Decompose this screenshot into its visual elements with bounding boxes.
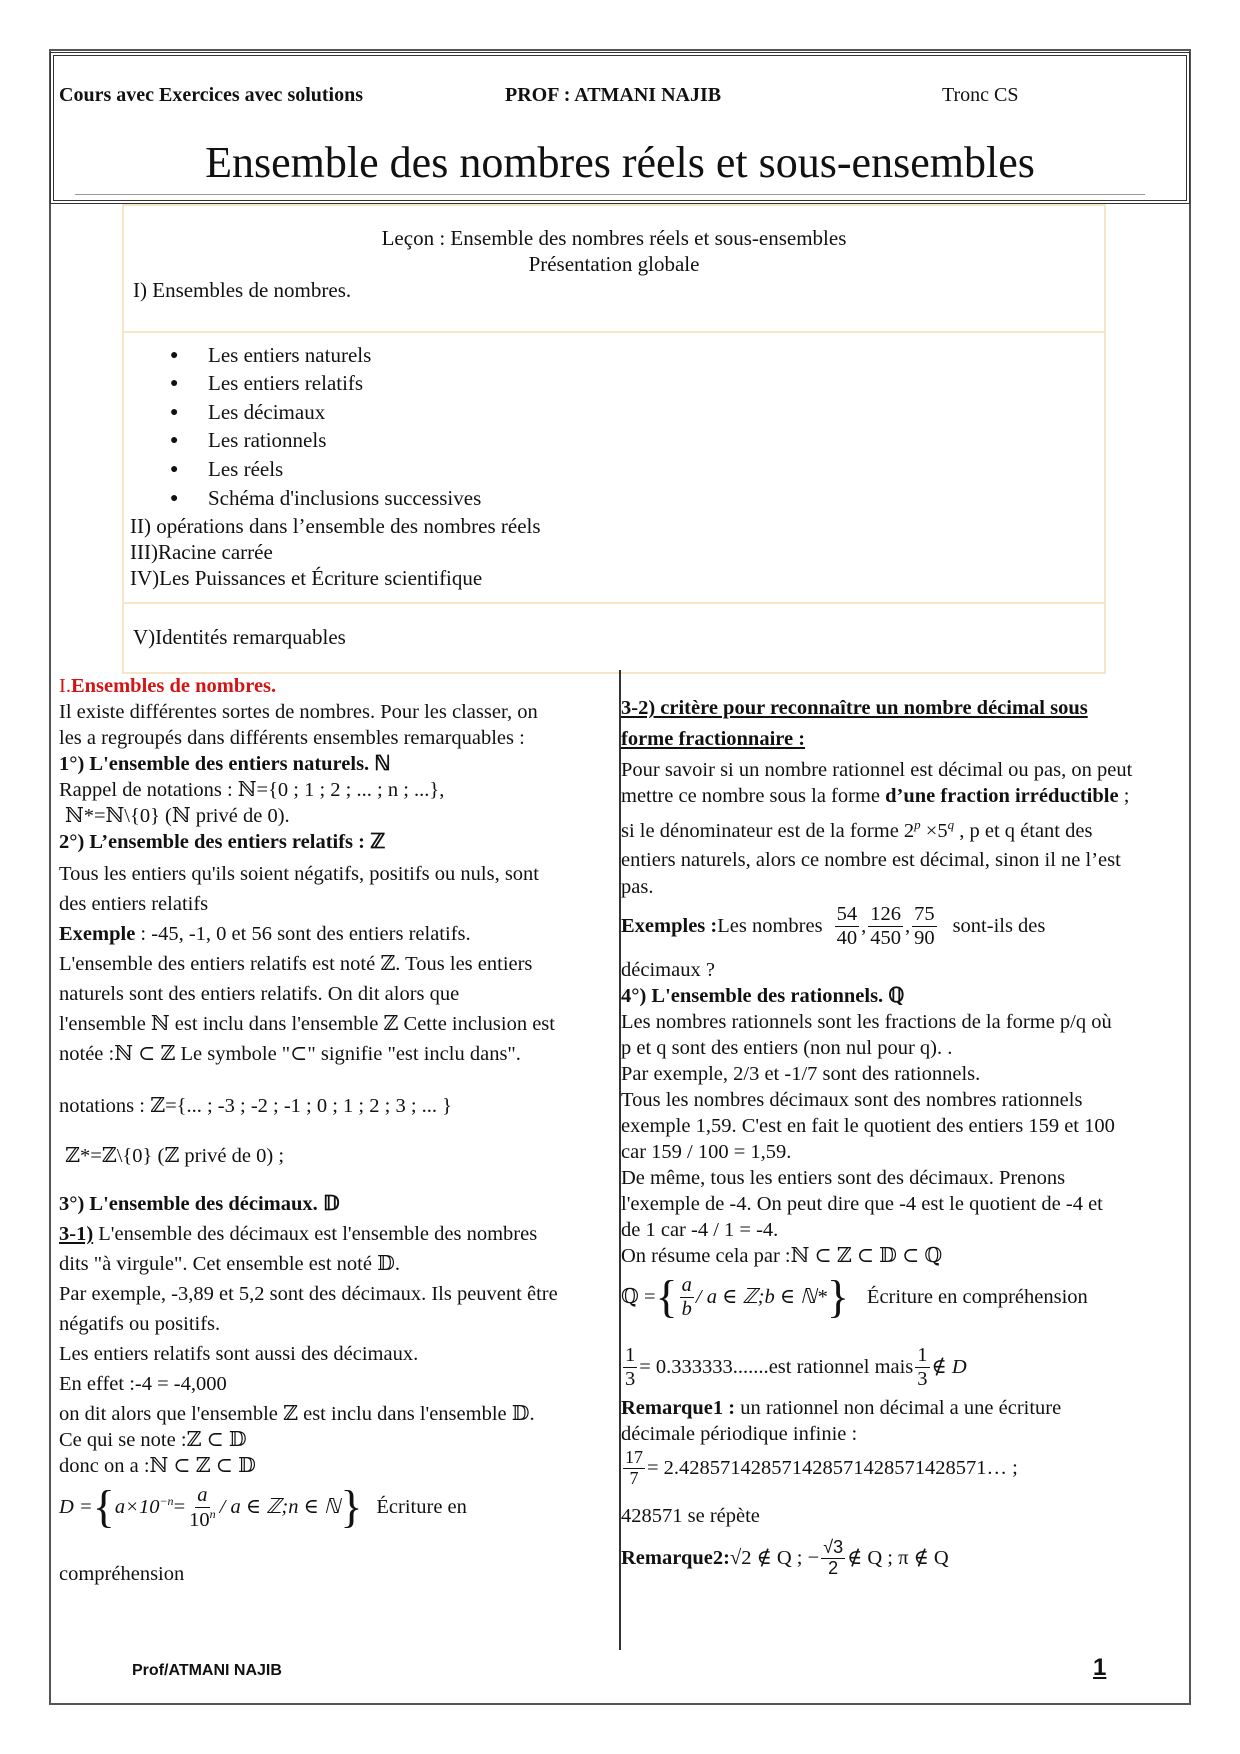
fraction-numerator: 75 bbox=[914, 903, 935, 925]
paragraph-line: Les nombres rationnels sont les fractions de la forme p/q où bbox=[621, 1011, 1112, 1033]
bullet-dot: ● bbox=[170, 348, 179, 363]
seventeen-sevenths bbox=[621, 1448, 1018, 1489]
example-line: Exemples : Les nombres $\frac{54}{40}$ , $\frac{126}{450}$ , $\frac{75}{90}$ sont-ils des bbox=[621, 903, 1046, 949]
formula-fraction bbox=[187, 1484, 218, 1531]
lesson-title: Leçon : Ensemble des nombres réels et sous-ensembles bbox=[381, 226, 847, 250]
formula-condition: / a ∈ ℤ;n ∈ ℕ bbox=[219, 1496, 341, 1519]
fraction-denominator: 40 bbox=[836, 926, 858, 949]
lesson-section-2: II) opérations dans l’ensemble des nombres réels bbox=[130, 514, 541, 538]
paragraph-line: Tous les nombres décimaux sont des nombres rationnels bbox=[621, 1089, 1083, 1111]
paragraph-line: l'exemple de -4. On peut dire que -4 est le quotient de -4 et bbox=[621, 1193, 1103, 1215]
brace-open: { bbox=[655, 1271, 678, 1323]
subsection-heading: 3-2) critère pour reconnaître un nombre décimal sous bbox=[621, 697, 1088, 719]
formula-exponent: −n bbox=[159, 1494, 174, 1509]
paragraph-line: dits "à virgule". Cet ensemble est noté 𝔻. bbox=[59, 1253, 401, 1275]
list-item: Les rationnels bbox=[208, 428, 327, 452]
lesson-subtitle: Présentation globale bbox=[528, 252, 700, 276]
denominator-base: 10 bbox=[189, 1508, 210, 1531]
bullet-dot: ● bbox=[170, 491, 179, 506]
example-fraction bbox=[912, 903, 937, 949]
paragraph-text: est rationnel mais bbox=[768, 1355, 914, 1378]
list-item: Les décimaux bbox=[208, 400, 326, 424]
subsection-heading: 3°) L'ensemble des décimaux. 𝔻 bbox=[59, 1193, 340, 1215]
page-number: 1 bbox=[1093, 1654, 1107, 1681]
paragraph-line: En effet :-4 = -4,000 bbox=[59, 1373, 227, 1395]
paragraph-line: exemple 1,59. C'est en fait le quotient des entiers 159 et 100 bbox=[621, 1115, 1115, 1137]
paragraph-emphasis: d’une fraction irréductible bbox=[885, 785, 1119, 807]
fraction-one-third bbox=[623, 1344, 637, 1390]
paragraph-line: décimaux ? bbox=[621, 959, 715, 981]
decimal-expansion: = 2.428571428571428571428571428571… ; bbox=[647, 1457, 1018, 1480]
brace-close: } bbox=[826, 1271, 849, 1323]
paragraph-line: ℕ*=ℕ\{0} (ℕ privé de 0). bbox=[65, 805, 290, 827]
fraction-numerator: 54 bbox=[836, 903, 858, 925]
brace-close: } bbox=[340, 1481, 363, 1533]
paragraph-line: ℤ*=ℤ\{0} (ℤ privé de 0) ; bbox=[65, 1145, 285, 1167]
bullet-dot: ● bbox=[170, 376, 179, 391]
formula-label: Écriture en compréhension bbox=[866, 1285, 1088, 1308]
paragraph-line: compréhension bbox=[59, 1563, 185, 1585]
lesson-overview-box bbox=[122, 204, 1106, 674]
fraction-denominator bbox=[187, 1508, 218, 1531]
subsection-label: 3-1) bbox=[59, 1223, 94, 1245]
remark-text: √2 ∉ Q ; − bbox=[729, 1547, 820, 1570]
fraction-denominator: 3 bbox=[625, 1367, 636, 1390]
formula-lhs: ℚ = bbox=[621, 1285, 656, 1308]
paragraph-line: De même, tous les entiers sont des décimaux. Prenons bbox=[621, 1167, 1066, 1189]
paragraph-line: p et q sont des entiers (non nul pour q). . bbox=[621, 1037, 953, 1059]
example-label: Exemples : bbox=[621, 914, 718, 937]
paragraph-line bbox=[621, 818, 1092, 841]
formula-fraction bbox=[680, 1274, 694, 1320]
remark-line bbox=[621, 1398, 1061, 1419]
fraction-17-7 bbox=[623, 1448, 645, 1489]
list-item: Les entiers relatifs bbox=[208, 371, 364, 395]
subsection-heading: 1°) L'ensemble des entiers naturels. ℕ bbox=[59, 753, 391, 775]
title-divider bbox=[75, 194, 1145, 195]
formula-term: a×10 bbox=[114, 1496, 160, 1519]
paragraph-line: Par exemple, -3,89 et 5,2 sont des décimaux. Ils peuvent être bbox=[59, 1283, 558, 1305]
remark-line bbox=[621, 1538, 949, 1579]
bullet-dot: ● bbox=[170, 433, 179, 448]
paragraph-line: Les entiers relatifs sont aussi des décimaux. bbox=[59, 1343, 419, 1365]
paragraph-line: Pour savoir si un nombre rationnel est décimal ou pas, on peut bbox=[621, 759, 1133, 781]
paragraph-line: donc on a :ℕ ⊂ ℤ ⊂ 𝔻 bbox=[59, 1455, 256, 1477]
denominator-exponent: n bbox=[209, 1506, 216, 1521]
example-text: : -45, -1, 0 et 56 sont des entiers relatifs. bbox=[135, 923, 471, 945]
fraction-sqrt3-2 bbox=[821, 1538, 845, 1579]
paragraph-line: on dit alors que l'ensemble ℤ est inclu dans l'ensemble 𝔻. bbox=[59, 1403, 535, 1425]
exponent-q: q bbox=[947, 817, 955, 832]
lesson-section-5: V)Identités remarquables bbox=[133, 625, 346, 649]
lesson-section-1: I) Ensembles de nombres. bbox=[133, 278, 352, 302]
third-example bbox=[621, 1344, 967, 1390]
fraction-denominator: 2 bbox=[828, 1557, 839, 1578]
example-text: sont-ils des bbox=[952, 914, 1046, 937]
paragraph-text: ; bbox=[1118, 785, 1130, 807]
paragraph-line: décimale périodique infinie : bbox=[621, 1423, 858, 1445]
paragraph-line: L'ensemble des entiers relatifs est noté ℤ. Tous les entiers bbox=[59, 953, 533, 975]
fraction-denominator: 7 bbox=[629, 1467, 639, 1488]
paragraph-line: Ce qui se note :ℤ ⊂ 𝔻 bbox=[59, 1429, 247, 1451]
paragraph-line: On résume cela par :ℕ ⊂ ℤ ⊂ 𝔻 ⊂ ℚ bbox=[621, 1245, 943, 1267]
paragraph-text: mettre ce nombre sous la forme bbox=[621, 785, 886, 807]
paragraph-line: Il existe différentes sortes de nombres. Pour les classer, on bbox=[59, 701, 538, 723]
paragraph-line bbox=[59, 1224, 537, 1245]
section-title: Ensembles de nombres. bbox=[70, 675, 277, 697]
formula-Q bbox=[621, 1271, 1088, 1323]
lesson-section-4: IV)Les Puissances et Écriture scientifique bbox=[130, 566, 483, 590]
formula-D bbox=[59, 1481, 467, 1533]
paragraph-text: L'ensemble des décimaux est l'ensemble des nombres bbox=[93, 1223, 538, 1245]
fraction-one-third bbox=[915, 1344, 929, 1390]
lesson-divider bbox=[124, 331, 1104, 333]
fraction-denominator: 90 bbox=[914, 926, 935, 949]
remark-label: Remarque1 : bbox=[621, 1397, 736, 1419]
paragraph-line: car 159 / 100 = 1,59. bbox=[621, 1141, 792, 1163]
paragraph-line: Par exemple, 2/3 et -1/7 sont des rationnels. bbox=[621, 1063, 981, 1085]
paragraph-line: 428571 se répète bbox=[621, 1505, 760, 1527]
brace-open: { bbox=[92, 1481, 115, 1533]
fraction-denominator: 3 bbox=[917, 1367, 928, 1390]
paragraph-line: Tous les entiers qu'ils soient négatifs, positifs ou nuls, sont bbox=[59, 863, 539, 885]
subsection-heading: forme fractionnaire : bbox=[621, 728, 806, 750]
header-prof: PROF : ATMANI NAJIB bbox=[505, 84, 722, 106]
paragraph-line: notée :ℕ ⊂ ℤ Le symbole "⊂" signifie "est inclu dans". bbox=[59, 1043, 521, 1065]
paragraph-line bbox=[621, 786, 1129, 807]
paragraph-text: , p et q étant des bbox=[954, 819, 1093, 842]
fraction-numerator: a bbox=[197, 1484, 208, 1506]
fraction-numerator: a bbox=[681, 1274, 692, 1296]
remark-text: ∉ Q ; π ∉ Q bbox=[847, 1547, 949, 1570]
list-item: Les entiers naturels bbox=[208, 343, 372, 367]
fraction-denominator: 450 bbox=[870, 926, 901, 949]
fraction-denominator: b bbox=[681, 1297, 692, 1320]
example-fraction bbox=[835, 903, 860, 949]
formula-condition: / a ∈ ℤ;b ∈ ℕ* bbox=[695, 1285, 827, 1308]
formula-equals: = bbox=[173, 1496, 186, 1519]
paragraph-line: naturels sont des entiers relatifs. On dit alors que bbox=[59, 983, 460, 1005]
paragraph-text: ×5 bbox=[920, 819, 948, 842]
list-item: Les réels bbox=[208, 457, 284, 481]
list-item: Schéma d'inclusions successives bbox=[208, 486, 482, 510]
not-in-D: ∉ D bbox=[931, 1355, 967, 1378]
subsection-number: 2°) L’ensemble bbox=[59, 831, 194, 853]
subsection-title: des entiers relatifs : ℤ bbox=[194, 831, 386, 853]
header-course-label: Cours avec Exercices avec solutions bbox=[59, 84, 364, 106]
example-fraction bbox=[868, 903, 903, 949]
lesson-divider bbox=[124, 602, 1104, 604]
formula-label: Écriture en bbox=[376, 1496, 467, 1519]
paragraph-line: entiers naturels, alors ce nombre est décimal, sinon il ne l’est bbox=[621, 849, 1121, 871]
example-text: Les nombres bbox=[717, 914, 823, 937]
fraction-numerator: 1 bbox=[625, 1344, 636, 1366]
example-line bbox=[59, 924, 471, 945]
fraction-numerator: 17 bbox=[625, 1447, 643, 1467]
exponent-p: p bbox=[914, 817, 921, 832]
paragraph-line: négatifs ou positifs. bbox=[59, 1313, 221, 1335]
section-heading bbox=[59, 676, 276, 697]
subsection-heading bbox=[59, 832, 385, 853]
remark-label: Remarque2: bbox=[621, 1547, 730, 1570]
bullet-dot: ● bbox=[170, 405, 179, 420]
header-class: Tronc CS bbox=[942, 84, 1019, 106]
paragraph-line: de 1 car -4 / 1 = -4. bbox=[621, 1219, 779, 1241]
paragraph-line: des entiers relatifs bbox=[59, 893, 209, 915]
fraction-numerator: 1 bbox=[917, 1344, 928, 1366]
formula-lhs: D = bbox=[59, 1496, 93, 1519]
fraction-numerator: √3 bbox=[823, 1537, 844, 1557]
remark-text: un rationnel non décimal a une écriture bbox=[735, 1397, 1062, 1419]
paragraph-line: les a regroupés dans différents ensembles remarquables : bbox=[59, 727, 525, 749]
paragraph-line: l'ensemble ℕ est inclu dans l'ensemble ℤ Cette inclusion est bbox=[59, 1013, 555, 1035]
paragraph-line: notations : ℤ={... ; -3 ; -2 ; -1 ; 0 ; 1 ; 2 ; 3 ; ... } bbox=[59, 1095, 452, 1117]
footer-author: Prof/ATMANI NAJIB bbox=[132, 1662, 282, 1679]
paragraph-text: si le dénominateur est de la forme 2 bbox=[621, 819, 915, 842]
page-title: Ensemble des nombres réels et sous-ensembles bbox=[205, 138, 1035, 187]
paragraph-line: pas. bbox=[621, 876, 654, 898]
example-label: Exemple bbox=[59, 923, 136, 945]
bullet-dot: ● bbox=[170, 462, 179, 477]
lesson-section-3: III)Racine carrée bbox=[130, 540, 273, 564]
fraction-numerator: 126 bbox=[870, 903, 901, 925]
section-number: I. bbox=[59, 675, 71, 697]
decimal-expansion: = 0.333333....... bbox=[639, 1355, 769, 1378]
paragraph-line: Rappel de notations : ℕ={0 ; 1 ; 2 ; ... ; n ; ...}, bbox=[59, 779, 445, 801]
subsection-heading: 4°) L'ensemble des rationnels. ℚ bbox=[621, 985, 905, 1007]
